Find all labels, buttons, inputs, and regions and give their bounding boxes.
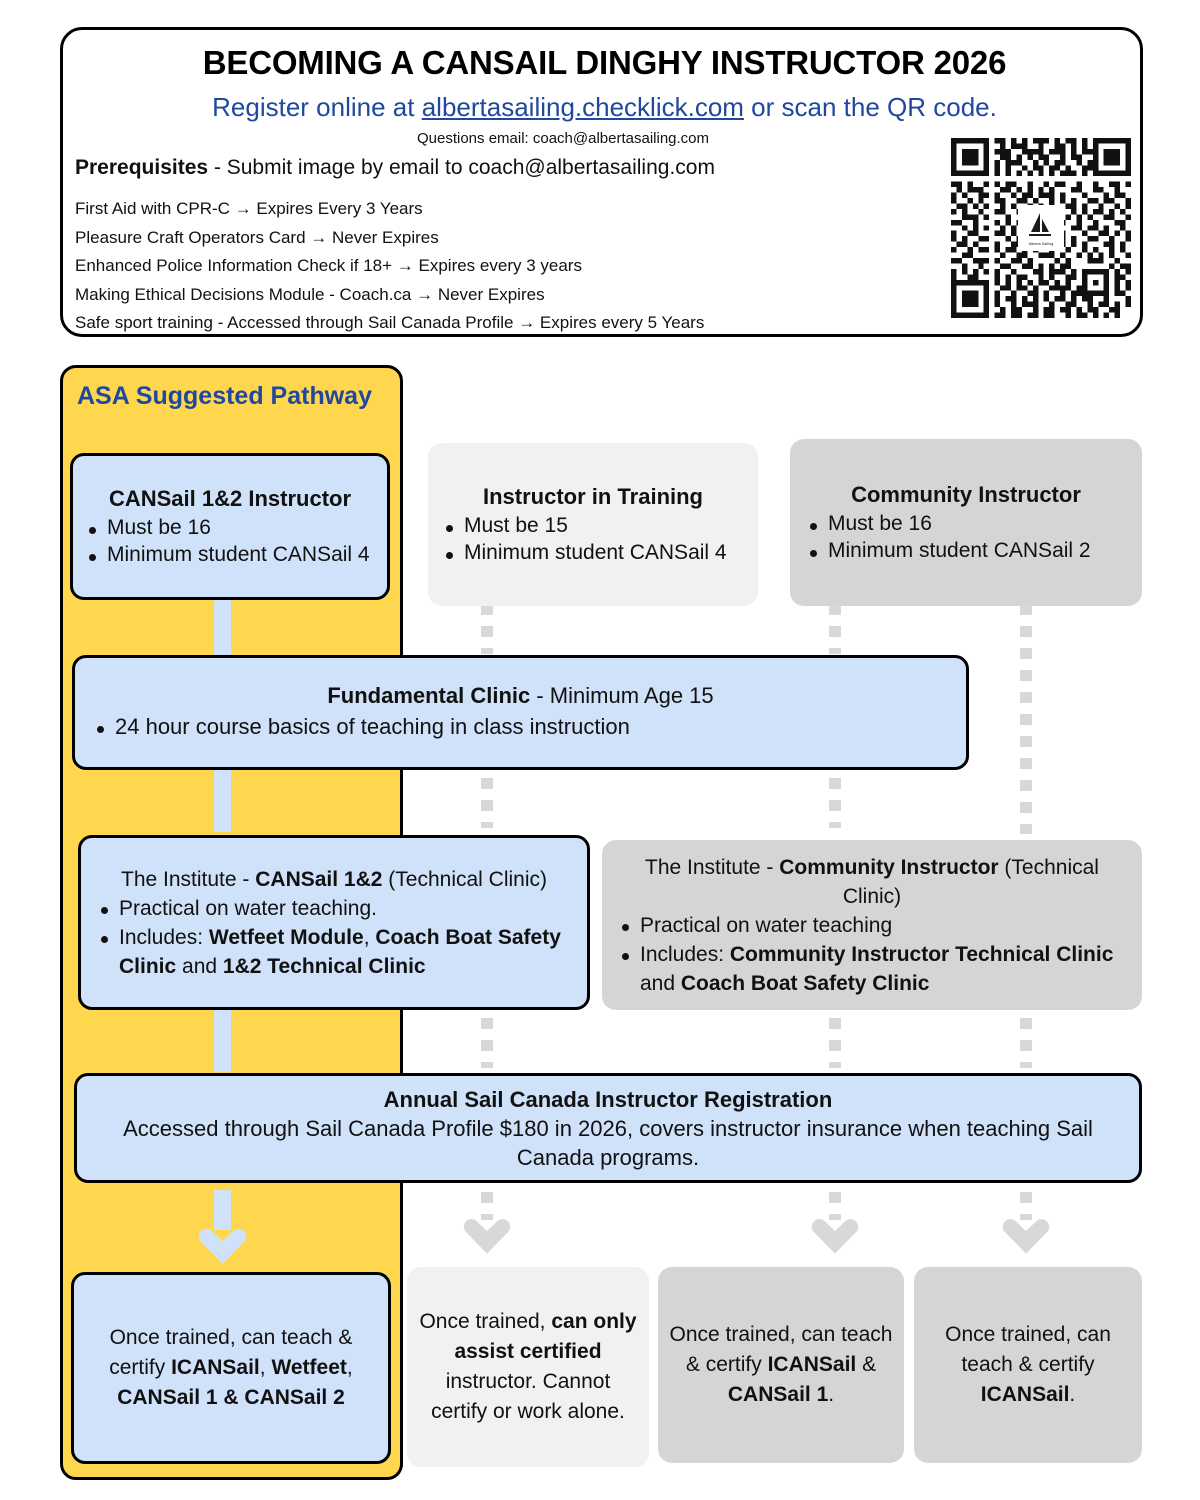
outcome-mid-2: , [346,1356,353,1379]
node-annual-registration[interactable] [74,1073,1142,1183]
node-heading-post: (Technical Clinic) [382,867,547,891]
outcome-post: . [1069,1383,1076,1406]
node-bullet: Practical on water teaching [614,911,1130,940]
arrow-down-icon-pathway [197,1222,248,1266]
outcome-bold-1: ICANSail [767,1353,857,1376]
connector-pathway-3 [214,1010,231,1072]
prerequisites-label: Prerequisites [75,156,209,179]
node-bullet: 24 hour course basics of teaching in class instruction [89,712,952,742]
bullet-bold-1: Wetfeet Module [208,925,364,949]
node-outcome-instructor-in-training[interactable] [407,1267,649,1467]
node-heading-suffix: - Minimum Age 15 [530,683,714,708]
outcome-bold-1: ICANSail [980,1383,1070,1406]
outcome-pre: Once trained, [419,1310,552,1333]
prerequisites-heading-rest: - Submit image by email to coach@albertasailing.com [208,156,715,179]
prerequisites-heading [75,156,975,180]
connector-iit-1 [481,604,493,654]
node-heading-bold: Community Instructor [779,855,999,879]
node-bullet: Minimum student CANSail 4 [81,541,379,568]
connector-community-a-1 [829,604,841,654]
bullet-mid-2: and [640,971,681,995]
outcome-pre: Once trained, can teach & certify [945,1323,1111,1376]
connector-iit-3 [481,1018,493,1068]
node-bullet [93,923,575,981]
connector-community-a-2 [829,778,841,828]
bullet-mid-1: , [363,925,376,949]
prerequisite-item: Safe sport training - Accessed through Sail Canada Profile → Expires every 5 Years [75,313,705,332]
node-heading-pre: The Institute - [121,867,256,891]
connector-community-a-3 [829,1018,841,1068]
node-heading-post: (Technical Clinic) [842,855,1099,908]
register-suffix: or scan the QR code. [743,92,997,122]
bullet-bold-2: Coach Boat Safety Clinic [119,925,561,978]
bullet-pre: Includes: [119,925,209,949]
prerequisites-list [75,195,975,338]
register-line [63,92,1146,123]
node-heading [614,853,1130,911]
node-heading-bold: Fundamental Clinic [327,683,531,708]
outcome-bold-3: CANSail 1 & CANSail 2 [117,1386,345,1409]
node-bullet: Minimum student CANSail 4 [438,539,748,566]
node-bullet: Must be 16 [81,514,379,541]
node-heading: Instructor in Training [482,483,703,509]
register-prefix: Register online at [212,92,422,122]
node-cansail-1-2-instructor[interactable] [70,453,390,600]
node-community-instructor[interactable] [790,439,1142,606]
node-bullet: Minimum student CANSail 2 [802,537,1130,564]
node-heading [93,865,575,894]
node-instructor-in-training[interactable] [428,443,758,606]
logo-label: Alberta Sailing [1028,241,1054,246]
bullet-bold-1: Community Instructor Technical Clinic [729,942,1114,966]
bullet-bold-3: 1&2 Technical Clinic [222,954,426,978]
node-outcome-community-a[interactable] [658,1267,904,1463]
node-outcome-community-b[interactable] [914,1267,1142,1463]
arrow-down-icon-community-a [810,1212,860,1256]
node-heading-bold: CANSail 1&2 [255,867,383,891]
prerequisite-item: First Aid with CPR-C → Expires Every 3 Years [75,199,423,218]
node-bullet: Practical on water teaching. [93,894,575,923]
outcome-pre: Once trained, can teach & certify [109,1326,353,1379]
outcome-post: instructor. Cannot certify or work alone. [431,1370,625,1423]
node-heading: CANSail 1&2 Instructor [108,485,352,511]
arrow-down-icon-community-b [1001,1212,1051,1256]
node-body: Accessed through Sail Canada Profile $180 in 2026, covers instructor insurance when teaching Sail Canada programs. [123,1115,1093,1170]
outcome-pre: Once trained, can teach & certify [669,1323,893,1376]
connector-pathway-1 [214,600,231,656]
node-heading-pre: The Institute - [645,855,780,879]
arrow-down-icon-iit [462,1212,512,1256]
node-institute-community[interactable] [602,840,1142,1010]
node-heading: Community Instructor [851,481,1081,507]
sailboat-icon [1026,211,1056,241]
header-card [60,27,1143,337]
outcome-mid-1: & [856,1353,877,1376]
outcome-bold-2: Wetfeet [271,1356,347,1379]
connector-community-b-2 [1020,1018,1032,1068]
outcome-bold-2: CANSail 1 [727,1383,829,1406]
pathway-label: ASA Suggested Pathway [77,382,372,410]
node-institute-cansail[interactable] [78,835,590,1010]
questions-email-line: Questions email: coach@albertasailing.com [416,130,710,147]
prerequisite-item: Pleasure Craft Operators Card → Never Expires [75,227,439,247]
outcome-bold-1: ICANSail [171,1356,260,1379]
prerequisite-item: Enhanced Police Information Check if 18+ → Expires every 3 years [75,256,582,275]
node-bullet: Must be 15 [438,512,748,539]
page-title: BECOMING A CANSAIL DINGHY INSTRUCTOR 2026 [202,44,1007,81]
bullet-mid-2: and [176,954,223,978]
node-heading [89,683,952,709]
node-bullet: Must be 16 [802,510,1130,537]
registration-link[interactable]: albertasailing.checklick.com [421,92,744,122]
bullet-bold-3: Coach Boat Safety Clinic [680,971,930,995]
outcome-text [84,1323,378,1413]
prerequisite-item: Making Ethical Decisions Module - Coach.ca → Never Expires [75,284,545,304]
qr-code[interactable] [951,138,1131,318]
outcome-mid-1: , [259,1356,272,1379]
alberta-sailing-logo [1018,205,1064,251]
node-outcome-cansail[interactable] [71,1272,391,1464]
node-fundamental-clinic[interactable] [72,655,969,770]
outcome-bold-1: can only assist certified [454,1310,637,1363]
connector-community-b-1 [1020,604,1032,834]
outcome-text [922,1320,1134,1410]
node-heading: Annual Sail Canada Instructor Registration [383,1086,833,1112]
outcome-text [415,1307,641,1427]
outcome-text [666,1320,896,1410]
outcome-post: . [828,1383,835,1406]
connector-iit-2 [481,778,493,828]
connector-pathway-2 [214,770,231,832]
node-bullet [614,940,1130,998]
bullet-pre: Includes: [640,942,730,966]
